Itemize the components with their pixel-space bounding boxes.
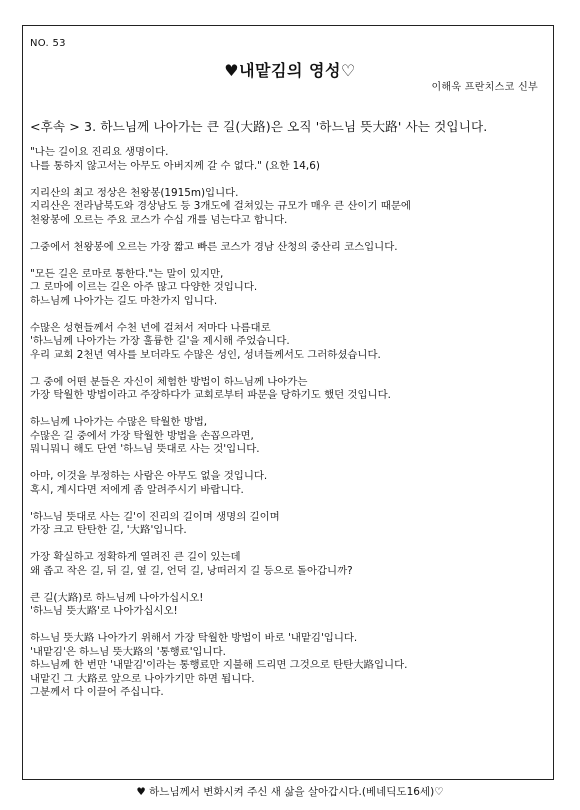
text-line: 지리산의 최고 정상은 천왕봉(1915m)입니다.	[30, 186, 239, 199]
text-line: 하느님께 나아가는 길도 마찬가지 입니다.	[30, 294, 218, 307]
text-line: 천왕봉에 오르는 주요 코스가 수십 개를 넘는다고 합니다.	[30, 213, 288, 226]
text-line: 아마, 이것을 부정하는 사람은 아무도 없을 것입니다.	[30, 470, 268, 482]
text-line: 나를 통하지 않고서는 아무도 아버지께 갈 수 없다." (요한 14,6)	[30, 159, 320, 172]
text-line: 수많은 성현들께서 수천 년에 걸쳐서 저마다 나름대로	[30, 321, 271, 334]
paragraph	[30, 376, 550, 403]
text-line: 내맡긴 그 大路로 앞으로 나아가기만 하면 됩니다.	[30, 672, 255, 685]
page-title: ♥내맡김의 영성♡	[224, 61, 356, 80]
footer-quote: ♥ 하느님께서 변화시켜 주신 새 삶을 살아갑시다.(베네딕도16세)♡	[136, 786, 444, 798]
paragraph	[30, 187, 550, 228]
text-line: 우리 교회 2천년 역사를 보더라도 수많은 성인, 성녀들께서도 그러하셨습니다.	[30, 348, 381, 361]
body-text	[30, 146, 550, 713]
text-line: 혹시, 계시다면 저에게 좀 알려주시기 바랍니다.	[30, 483, 244, 496]
text-line: 그중에서 천왕봉에 오르는 가장 짧고 빠른 코스가 경남 산청의 중산리 코스입니다.	[30, 240, 398, 253]
text-line: 가장 크고 탄탄한 길, '大路'입니다.	[30, 524, 187, 536]
text-line: "나는 길이요 진리요 생명이다.	[30, 146, 169, 158]
document-number: NO. 53	[30, 38, 66, 49]
text-line: '하느님 뜻대로 사는 길'이 진리의 길이며 생명의 길이며	[30, 510, 280, 523]
text-line: 가장 탁월한 방법이라고 주장하다가 교회로부터 파문을 당하기도 했던 것입니다.	[30, 389, 391, 401]
text-line: 하느님께 한 번만 '내맡김'이라는 통행료만 지불해 드리면 그것으로 탄탄大路입니다.	[30, 659, 408, 671]
text-line: 그 로마에 이르는 길은 아주 많고 다양한 것입니다.	[30, 281, 258, 293]
paragraph	[30, 592, 550, 619]
text-line: 하느님 뜻大路 나아가기 위해서 가장 탁월한 방법이 바로 '내맡김'입니다.	[30, 632, 358, 644]
paragraph	[30, 322, 550, 363]
text-line: "모든 길은 로마로 통한다."는 말이 있지만,	[30, 267, 224, 280]
text-line: 하느님께 나아가는 수많은 탁월한 방법,	[30, 416, 208, 428]
text-line: '내맡김'은 하느님 뜻大路의 '통행료'입니다.	[30, 645, 226, 658]
text-line: 뭐니뭐니 해도 단연 '하느님 뜻대로 사는 것'입니다.	[30, 443, 260, 455]
text-line: 수많은 길 중에서 가장 탁월한 방법을 손꼽으라면,	[30, 429, 254, 442]
paragraph	[30, 632, 550, 700]
paragraph	[30, 551, 550, 578]
text-line: 왜 좁고 작은 길, 뒤 길, 옆 길, 언덕 길, 낭떠러지 길 등으로 돌아갑니까?	[30, 564, 353, 577]
paragraph	[30, 241, 550, 255]
paragraph	[30, 268, 550, 309]
text-line: 가장 확실하고 정확하게 열려진 큰 길이 있는데	[30, 551, 241, 563]
paragraph	[30, 416, 550, 457]
author-name: 이해욱 프란치스코 신부	[431, 82, 538, 93]
paragraph	[30, 511, 550, 538]
section-heading: <후속 > 3. 하느님께 나아가는 큰 길(大路)은 오직 '하느님 뜻大路' 사는 것입니다.	[30, 119, 488, 134]
paragraph	[30, 146, 550, 173]
text-line: 그 중에 어떤 분들은 자신이 체험한 방법이 하느님께 나아가는	[30, 375, 308, 388]
text-line: 큰 길(大路)로 하느님께 나아가십시오!	[30, 591, 204, 604]
text-line: '하느님 뜻大路'로 나아가십시오!	[30, 605, 178, 617]
text-line: '하느님께 나아가는 가장 훌륭한 길'을 제시해 주었습니다.	[30, 335, 290, 347]
text-line: 그분께서 다 이끌어 주십니다.	[30, 686, 164, 698]
paragraph	[30, 470, 550, 497]
text-line: 지리산은 전라남북도와 경상남도 등 3개도에 걸쳐있는 규모가 매우 큰 산이기 때문에	[30, 200, 411, 212]
